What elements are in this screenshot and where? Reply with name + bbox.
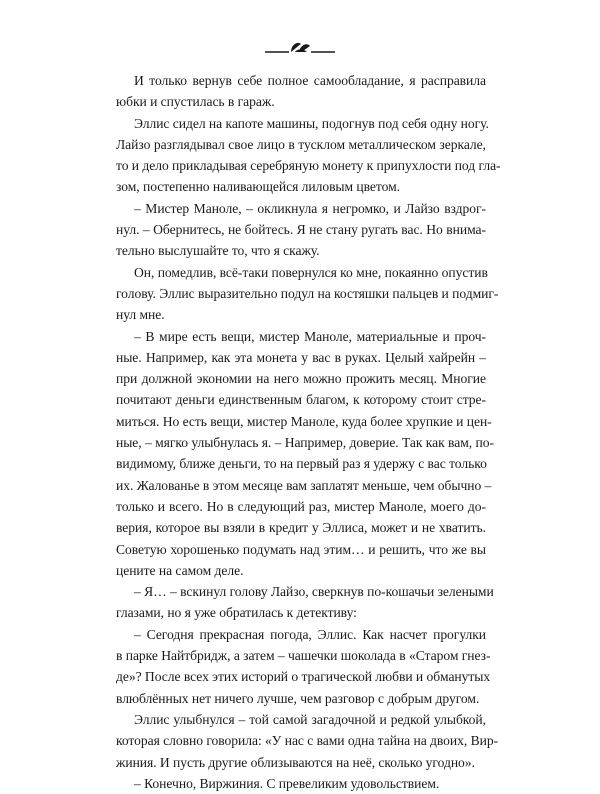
text-line: тельно выслушайте то, что я скажу.: [116, 243, 320, 259]
text-line: – Мистер Маноле, – окликнула я негромко, и Лайзо вздрог-: [134, 200, 486, 216]
text-line: нул мне.: [116, 307, 165, 323]
text-line: – Я… – вскинул голову Лайзо, сверкнув по-кошачьи зелеными: [134, 584, 494, 600]
text-line: Советую хорошенько подумать над этим… и решить, что же вы: [116, 541, 486, 557]
text-line: глазами, но я уже обратилась к детективу:: [116, 605, 357, 621]
text-line: – В мире есть вещи, мистер Маноле, материальные и проч-: [134, 328, 486, 344]
text-line: миться. Но есть вещи, мистер Маноле, куда более хрупкие и цен-: [116, 413, 492, 429]
text-line: нул. – Обернитесь, не бойтесь. Я не стану ругать вас. Но внима-: [116, 222, 486, 238]
text-line: то и дело прикладывая серебряную монету к припухлости под гла-: [116, 158, 501, 174]
text-line: только и всего. Но в следующий раз, мистер Маноле, моего до-: [116, 498, 486, 514]
text-line: видимому, ближе деньги, то на первый раз я удержу с вас только: [116, 456, 487, 472]
text-line: при должной экономии на него можно прожить месяц. Многие: [116, 371, 486, 387]
text-line: цените на самом деле.: [116, 562, 244, 578]
text-line: которая словно говорила: «У нас с вами одна тайна на двоих, Вир-: [116, 733, 499, 749]
text-line: Он, помедлив, всё-таки повернулся ко мне, покаянно опустив: [134, 264, 488, 280]
paragraph: [116, 326, 494, 582]
text-line: юбки и спустилась в гараж.: [116, 94, 275, 110]
text-line: влюблённых нет ничего лучше, чем разговор с добрым другом.: [116, 690, 480, 706]
leaf-vignette-icon: [265, 38, 335, 56]
paragraph: [116, 70, 486, 113]
text-line: их. Жалованье в этом месяце вам заплатят меньше, чем обычно –: [116, 477, 492, 493]
body-text: [116, 70, 501, 794]
paragraph: [116, 113, 501, 198]
text-line: в парке Найтбридж, а затем – чашечки шоколада в «Старом гнез-: [116, 648, 491, 664]
paragraph: [116, 773, 486, 794]
paragraph: [116, 262, 499, 326]
text-line: жиния. И пусть другие облизываются на неё, сколько угодно».: [116, 754, 475, 770]
text-line: почитают деньги единственным благом, к которому стоит стре-: [116, 392, 486, 408]
paragraph: [116, 709, 499, 773]
paragraph: [116, 581, 494, 624]
text-line: голову. Эллис выразительно подул на костяшки пальцев и подмиг-: [116, 285, 499, 301]
text-line: И только вернув себе полное самообладание, я расправила: [134, 73, 486, 88]
text-line: Эллис сидел на капоте машины, подогнув под себя одну ногу.: [134, 115, 489, 131]
text-line: зом, постепенно наливающейся лиловым цветом.: [116, 179, 401, 195]
text-line: Эллис улыбнулся – той самой загадочной и редкой улыбкой,: [134, 711, 486, 727]
paragraph: [116, 624, 491, 709]
text-line: – Сегодня прекрасная погода, Эллис. Как насчет прогулки: [134, 626, 486, 642]
text-line: ные, – мягко улыбнулась я. – Например, доверие. Так как вам, по-: [116, 435, 494, 451]
text-line: Лайзо разглядывал свое лицо в тусклом металлическом зеркале,: [116, 136, 486, 152]
text-line: – Конечно, Виржиния. С превеликим удовольствием.: [134, 775, 440, 791]
paragraph: [116, 198, 486, 262]
text-line: ные. Например, как эта монета у вас в руках. Целый хайрейн –: [116, 349, 486, 365]
text-line: верия, которое вы взяли в кредит у Эллиса, может и не хватить.: [116, 520, 486, 536]
text-line: де»? После всех этих историй о трагической любви и обманутых: [116, 669, 491, 685]
